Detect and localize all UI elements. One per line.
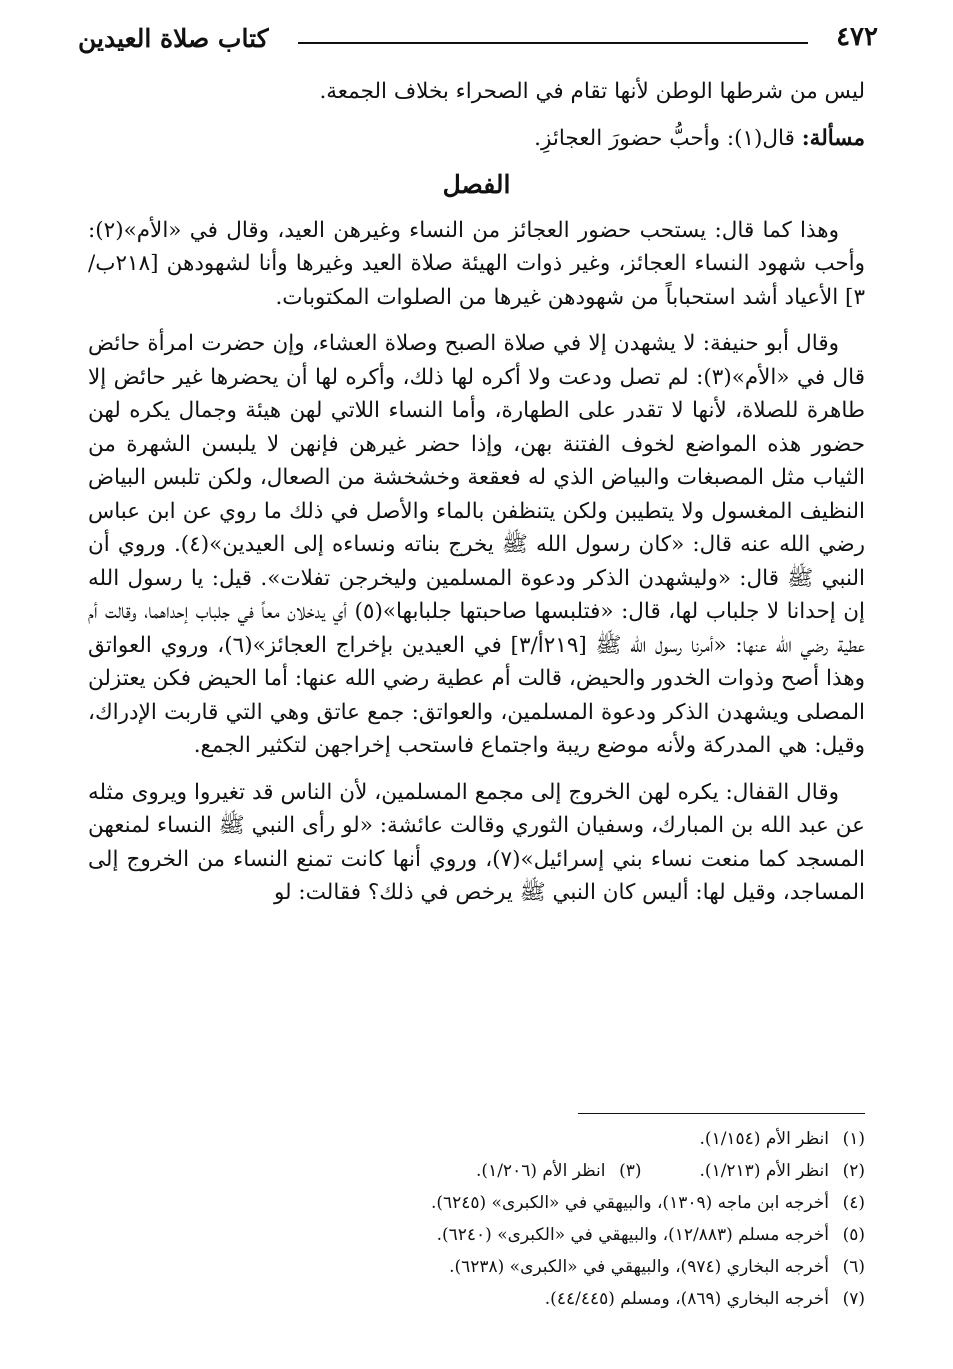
paragraph-3: وقال أبو حنيفة: لا يشهدن إلا في صلاة الصبح وصلاة العشاء، وإن حضرت امرأة حائض قال في «الأم»(٣): لم تصل ودعت ولا أكره لها ذلك، وأكره لها أن يحضرها غير حائض إلا طاهرة للصلاة، لأنها لا تقدر على الطهارة، وأما النساء اللاتي لهن هيئة وجمال يكره لهن حضور هذه المواضع لخوف الفتنة بهن، وإذا حضر غيرهن فإنهن لا يلبسن الشهرة من الثياب مثل المصبغات والبياض الذي له فعقعة وخشخشة من الصعال، ولكن تلبس البياض النظيف المغسول ولا يتطيبن ولكن يتنظفن بالماء والأصل في ذلك ما روي عن ابن عباس رضي الله عنه قال: «كان رسول الله ﷺ يخرج بناته ونساءه إلى العيدين»(٤). وروي أن النبي ﷺ قال: «وليشهدن الذكر ودعوة المسلمين وليخرجن تفلات». قيل: يا رسول الله إن إحدانا لا جلباب لها، قال: «فتلبسها صاحبتها جلبابها»(٥) أي يدخلان معاً في جلباب إحداهما، وقالت أم عطية رضي الله عنها: «أمرنا رسول الله ﷺ [٢١٩أ/٣] في العيدين بإخراج العجائز»(٦)، وروي العواتق وهذا أصح وذوات الخدور والحيض، قالت أم عطية رضي الله عنها: أما الحيض فكن يعتزلن المصلى ويشهدن الذكر ودعوة المسلمين، والعواتق: جمع عاتق وهي التي قاربت الإدراك، وقيل: هي المدركة ولأنه موضع ريبة واجتماع فاستحب إخراجهن لتكثير الجمع. — [88, 331, 865, 758]
footnote-text: أخرجه مسلم (١٢/٨٨٣)، والبيهقي في «الكبرى» (٦٢٤٠). — [436, 1225, 829, 1245]
footnote-number: (٤) — [842, 1193, 865, 1213]
footnote-7 — [545, 1283, 865, 1315]
footnote-text: انظر الأم (١/٢٠٦). — [476, 1161, 606, 1181]
footnote-number: (١) — [842, 1129, 865, 1149]
problem-line — [88, 122, 865, 156]
chapter-title: كتاب صلاة العيدين — [78, 24, 269, 53]
footnote-text: انظر الأم (١/٢١٣). — [699, 1161, 829, 1181]
footnote-number: (٣) — [619, 1161, 642, 1181]
footnote-text: أخرجه البخاري (٨٦٩)، ومسلم (٤٤/٤٤٥). — [544, 1289, 829, 1309]
header-rule — [298, 42, 808, 44]
footnote-4 — [431, 1187, 865, 1219]
footnote-5 — [437, 1219, 865, 1251]
footnote-6 — [449, 1251, 865, 1283]
footnote-row — [88, 1219, 865, 1251]
footnote-number: (٥) — [842, 1225, 865, 1245]
footnote-row — [88, 1123, 865, 1155]
section-heading: الفصل — [442, 170, 511, 199]
footnote-text: أخرجه ابن ماجه (١٣٠٩)، والبيهقي في «الكبرى» (٦٢٤٥). — [430, 1193, 829, 1213]
footnote-row — [88, 1155, 865, 1187]
footnote-row — [88, 1283, 865, 1315]
footnote-2 — [700, 1155, 865, 1187]
paragraph-4: وقال القفال: يكره لهن الخروج إلى مجمع المسلمين، لأن الناس قد تغيروا ويروى مثله عن عبد الله بن المبارك، وسفيان الثوري وقالت عائشة: «لو رأى النبي ﷺ النساء لمنعهن المسجد كما منعت نساء بني إسرائيل»(٧)، وروي أنها كانت تمنع النساء من الخروج إلى المساجد، وقيل لها: أليس كان النبي ﷺ يرخص في ذلك؟ فقالت: لو — [88, 779, 866, 905]
footnote-number: (٧) — [842, 1289, 865, 1309]
footnote-number: (٦) — [842, 1257, 865, 1277]
page-header — [78, 22, 878, 62]
main-text — [88, 75, 865, 923]
paragraph-2: وهذا كما قال: يستحب حضور العجائز من النساء وغيرهن العيد، وقال في «الأم»(٢): وأحب شهود النساء العجائز، وغير ذوات الهيئة صلاة العيد وغيرها وأنا لشهودهن [٢١٨ب/٣] الأعياد أشد استحباباً من شهودهن غيرها من الصلوات المكتوبات. — [88, 217, 865, 310]
footnote-text: أخرجه البخاري (٩٧٤)، والبيهقي في «الكبرى» (٦٢٣٨). — [449, 1257, 829, 1277]
footnote-text: انظر الأم (١/١٥٤). — [699, 1129, 829, 1149]
footnote-1 — [700, 1123, 865, 1155]
page-number: ٤٧٢ — [836, 22, 878, 52]
problem-label: مسألة: — [801, 125, 865, 151]
problem-text: قال(١): وأحبُّ حضورَ العجائزِ. — [534, 125, 795, 151]
footnote-separator — [578, 1113, 865, 1114]
paragraph-1: ليس من شرطها الوطن لأنها تقام في الصحراء بخلاف الجمعة. — [319, 79, 865, 104]
footnote-row — [88, 1251, 865, 1283]
footnote-row — [88, 1187, 865, 1219]
footnotes — [88, 1123, 865, 1315]
footnote-3 — [476, 1155, 641, 1187]
footnote-number: (٢) — [842, 1161, 865, 1181]
